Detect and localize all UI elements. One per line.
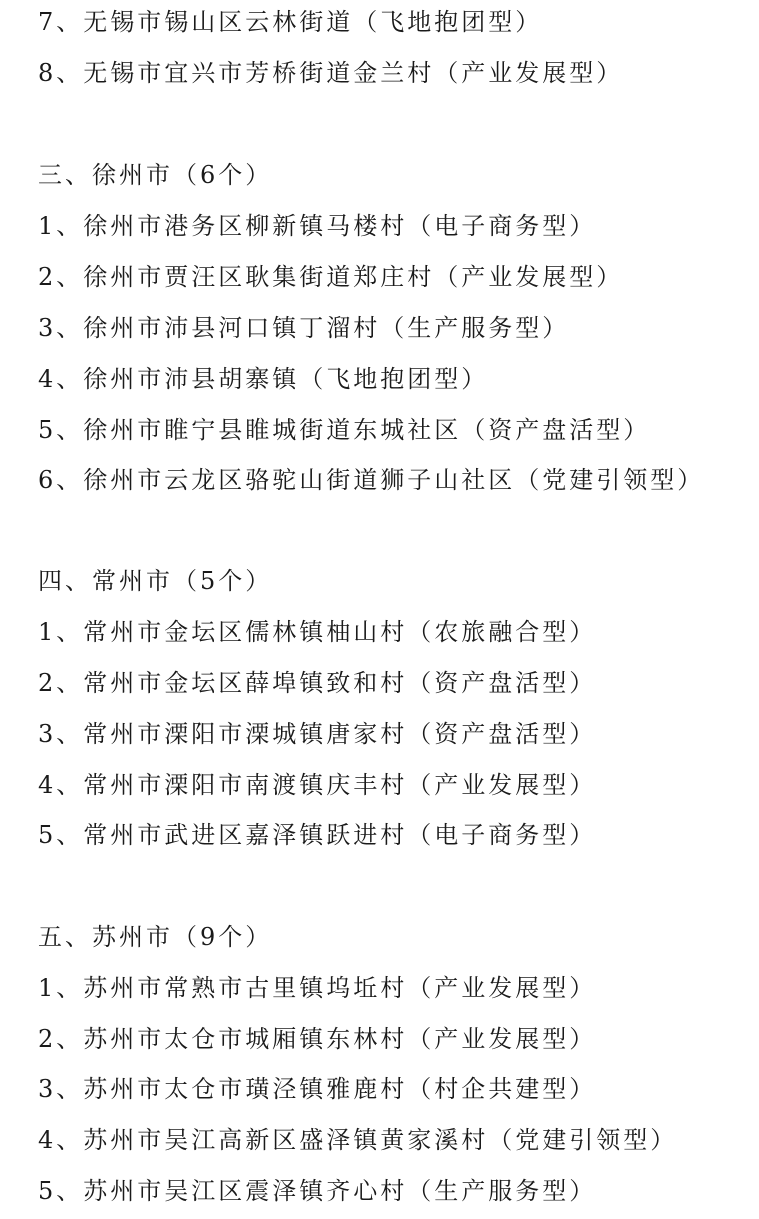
list-item: 2、苏州市太仓市城厢镇东林村（产业发展型） [38,1025,597,1053]
list-item: 2、常州市金坛区薛埠镇致和村（资产盘活型） [38,669,597,697]
list-item: 1、常州市金坛区儒林镇柚山村（农旅融合型） [38,618,597,646]
section-heading-suzhou: 五、苏州市（9个） [38,923,273,951]
list-item: 7、无锡市锡山区云林街道（飞地抱团型） [38,8,543,36]
list-item: 5、常州市武进区嘉泽镇跃进村（电子商务型） [38,821,597,849]
list-item: 1、苏州市常熟市古里镇坞坵村（产业发展型） [38,974,597,1002]
list-item: 1、徐州市港务区柳新镇马楼村（电子商务型） [38,212,597,240]
section-heading-changzhou: 四、常州市（5个） [38,567,273,595]
list-item: 5、苏州市吴江区震泽镇齐心村（生产服务型） [38,1177,597,1205]
list-item: 3、苏州市太仓市璜泾镇雅鹿村（村企共建型） [38,1075,597,1103]
list-item: 8、无锡市宜兴市芳桥街道金兰村（产业发展型） [38,59,624,87]
list-item: 3、徐州市沛县河口镇丁溜村（生产服务型） [38,314,570,342]
list-item: 2、徐州市贾汪区耿集街道郑庄村（产业发展型） [38,263,624,291]
list-item: 6、徐州市云龙区骆驼山街道狮子山社区（党建引领型） [38,466,705,494]
list-item: 4、苏州市吴江高新区盛泽镇黄家溪村（党建引领型） [38,1126,678,1154]
list-item: 3、常州市溧阳市溧城镇唐家村（资产盘活型） [38,720,597,748]
list-item: 5、徐州市睢宁县睢城街道东城社区（资产盘活型） [38,416,651,444]
list-item: 4、常州市溧阳市南渡镇庆丰村（产业发展型） [38,771,597,799]
list-item: 4、徐州市沛县胡寨镇（飞地抱团型） [38,365,489,393]
section-heading-xuzhou: 三、徐州市（6个） [38,161,273,189]
